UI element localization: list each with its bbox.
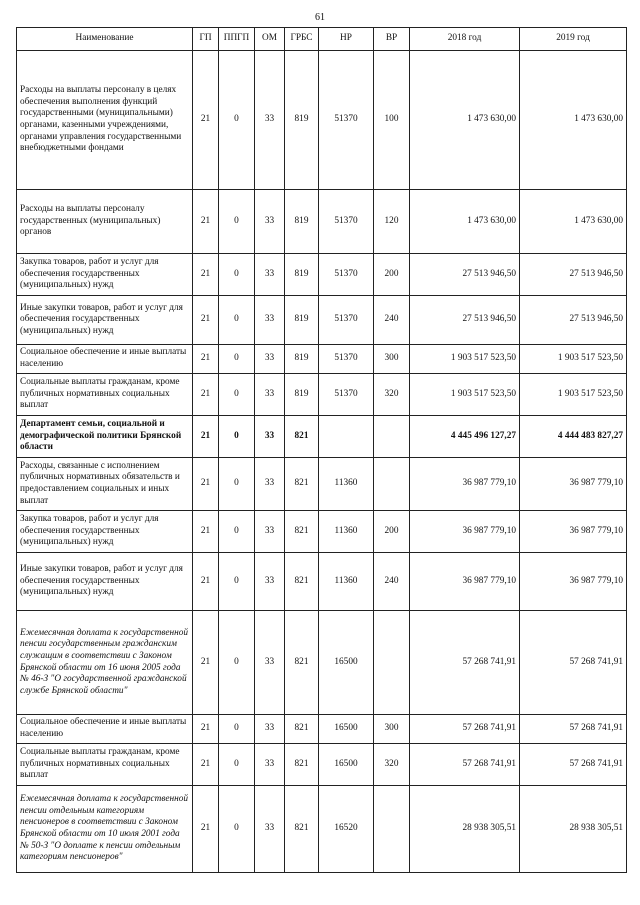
table-row [17,458,627,511]
header-nr: НР [319,28,374,51]
row-amount-2019: 36 987 779,10 [520,458,627,511]
row-name: Закупка товаров, работ и услуг для обеспечения государственных (муниципальных) нужд [17,511,193,553]
row-ppgp: 0 [219,611,255,715]
row-name: Социальные выплаты гражданам, кроме публичных нормативных социальных выплат [17,374,193,416]
row-vr [374,458,410,511]
row-om: 33 [255,611,285,715]
row-om: 33 [255,786,285,873]
row-ppgp: 0 [219,51,255,190]
header-om: ОМ [255,28,285,51]
row-grbs: 821 [285,458,319,511]
row-gp: 21 [193,345,219,374]
row-nr: 51370 [319,345,374,374]
row-grbs: 819 [285,254,319,296]
row-grbs: 821 [285,786,319,873]
row-om: 33 [255,374,285,416]
header-2018: 2018 год [410,28,520,51]
row-gp: 21 [193,190,219,254]
table-row [17,553,627,611]
row-gp: 21 [193,374,219,416]
row-amount-2018: 1 903 517 523,50 [410,374,520,416]
row-amount-2019: 28 938 305,51 [520,786,627,873]
row-om: 33 [255,458,285,511]
header-name: Наименование [17,28,193,51]
row-amount-2019: 57 268 741,91 [520,611,627,715]
row-vr: 200 [374,511,410,553]
row-ppgp: 0 [219,553,255,611]
table-row [17,254,627,296]
row-amount-2018: 4 445 496 127,27 [410,416,520,458]
row-name: Социальное обеспечение и иные выплаты населению [17,345,193,374]
row-gp: 21 [193,744,219,786]
table-row [17,374,627,416]
row-amount-2019: 57 268 741,91 [520,744,627,786]
row-grbs: 821 [285,744,319,786]
row-ppgp: 0 [219,715,255,744]
table-row [17,611,627,715]
row-name: Расходы, связанные с исполнением публичных нормативных обязательств и предоставлением социальных и иных выплат [17,458,193,511]
row-om: 33 [255,254,285,296]
row-vr: 120 [374,190,410,254]
row-grbs: 821 [285,511,319,553]
row-ppgp: 0 [219,374,255,416]
row-ppgp: 0 [219,254,255,296]
row-name: Иные закупки товаров, работ и услуг для обеспечения государственных (муниципальных) нужд [17,296,193,345]
row-gp: 21 [193,458,219,511]
row-gp: 21 [193,786,219,873]
header-gp: ГП [193,28,219,51]
row-om: 33 [255,511,285,553]
row-amount-2019: 1 473 630,00 [520,51,627,190]
row-amount-2019: 1 903 517 523,50 [520,374,627,416]
row-nr: 16500 [319,611,374,715]
table-row [17,715,627,744]
row-amount-2019: 57 268 741,91 [520,715,627,744]
table-row [17,51,627,190]
row-amount-2018: 27 513 946,50 [410,296,520,345]
row-amount-2019: 1 903 517 523,50 [520,345,627,374]
row-om: 33 [255,715,285,744]
row-name: Иные закупки товаров, работ и услуг для обеспечения государственных (муниципальных) нужд [17,553,193,611]
row-amount-2018: 1 473 630,00 [410,51,520,190]
table-row [17,190,627,254]
header-ppgp: ППГП [219,28,255,51]
row-amount-2018: 36 987 779,10 [410,458,520,511]
table-header-row [17,28,627,51]
row-amount-2018: 36 987 779,10 [410,511,520,553]
row-gp: 21 [193,715,219,744]
row-name: Ежемесячная доплата к государственной пенсии государственным гражданским служащим в соответствии с Законом Брянской области от 16 июня 2005 года № 46-З "О государственной гражданской службе Брянской области" [17,611,193,715]
row-vr: 100 [374,51,410,190]
row-vr [374,416,410,458]
row-name: Расходы на выплаты персоналу в целях обеспечения выполнения функций государственными (муниципальными) органами, казенными учреждениями, органами управления государственными внебюджетными фондами [17,51,193,190]
row-gp: 21 [193,416,219,458]
row-vr: 320 [374,744,410,786]
row-name: Закупка товаров, работ и услуг для обеспечения государственных (муниципальных) нужд [17,254,193,296]
table-row [17,416,627,458]
row-om: 33 [255,744,285,786]
row-nr: 16500 [319,744,374,786]
row-name: Расходы на выплаты персоналу государственных (муниципальных) органов [17,190,193,254]
row-amount-2019: 36 987 779,10 [520,511,627,553]
row-amount-2019: 1 473 630,00 [520,190,627,254]
row-nr: 11360 [319,458,374,511]
row-om: 33 [255,190,285,254]
row-om: 33 [255,553,285,611]
row-vr [374,786,410,873]
row-ppgp: 0 [219,511,255,553]
row-om: 33 [255,416,285,458]
row-nr: 11360 [319,553,374,611]
row-amount-2019: 36 987 779,10 [520,553,627,611]
row-amount-2018: 1 473 630,00 [410,190,520,254]
row-name: Департамент семьи, социальной и демографической политики Брянской области [17,416,193,458]
row-ppgp: 0 [219,744,255,786]
row-amount-2019: 27 513 946,50 [520,254,627,296]
row-nr: 16520 [319,786,374,873]
row-vr: 200 [374,254,410,296]
row-vr [374,611,410,715]
row-amount-2018: 28 938 305,51 [410,786,520,873]
header-vr: ВР [374,28,410,51]
row-ppgp: 0 [219,345,255,374]
row-ppgp: 0 [219,416,255,458]
header-2019: 2019 год [520,28,627,51]
row-grbs: 819 [285,345,319,374]
row-nr: 51370 [319,296,374,345]
row-vr: 240 [374,553,410,611]
row-gp: 21 [193,254,219,296]
row-nr: 11360 [319,511,374,553]
row-amount-2018: 57 268 741,91 [410,744,520,786]
row-grbs: 819 [285,296,319,345]
row-nr: 51370 [319,254,374,296]
table-row [17,786,627,873]
row-nr: 51370 [319,374,374,416]
row-nr: 51370 [319,190,374,254]
row-nr: 51370 [319,51,374,190]
row-amount-2018: 1 903 517 523,50 [410,345,520,374]
row-amount-2018: 57 268 741,91 [410,715,520,744]
row-amount-2018: 36 987 779,10 [410,553,520,611]
row-amount-2019: 27 513 946,50 [520,296,627,345]
row-vr: 300 [374,715,410,744]
row-ppgp: 0 [219,190,255,254]
row-amount-2019: 4 444 483 827,27 [520,416,627,458]
row-grbs: 821 [285,611,319,715]
row-vr: 300 [374,345,410,374]
table-row [17,296,627,345]
row-om: 33 [255,345,285,374]
row-grbs: 819 [285,51,319,190]
table-row [17,345,627,374]
table-row [17,511,627,553]
table-row [17,744,627,786]
row-om: 33 [255,51,285,190]
row-vr: 320 [374,374,410,416]
row-gp: 21 [193,511,219,553]
row-vr: 240 [374,296,410,345]
row-name: Социальное обеспечение и иные выплаты населению [17,715,193,744]
row-nr [319,416,374,458]
row-ppgp: 0 [219,458,255,511]
page-number: 61 [315,12,325,23]
row-gp: 21 [193,611,219,715]
row-nr: 16500 [319,715,374,744]
row-gp: 21 [193,51,219,190]
row-grbs: 821 [285,416,319,458]
row-om: 33 [255,296,285,345]
row-gp: 21 [193,553,219,611]
row-gp: 21 [193,296,219,345]
row-grbs: 819 [285,190,319,254]
row-grbs: 821 [285,553,319,611]
row-name: Социальные выплаты гражданам, кроме публичных нормативных социальных выплат [17,744,193,786]
row-name: Ежемесячная доплата к государственной пенсии отдельным категориям пенсионеров в соответствии с Законом Брянской области от 10 июля 2001 года № 50-З "О доплате к пенсии отдельным категориям пенсионеров" [17,786,193,873]
row-ppgp: 0 [219,786,255,873]
row-amount-2018: 57 268 741,91 [410,611,520,715]
row-grbs: 819 [285,374,319,416]
row-grbs: 821 [285,715,319,744]
header-grbs: ГРБС [285,28,319,51]
row-amount-2018: 27 513 946,50 [410,254,520,296]
budget-table [16,27,627,873]
row-ppgp: 0 [219,296,255,345]
